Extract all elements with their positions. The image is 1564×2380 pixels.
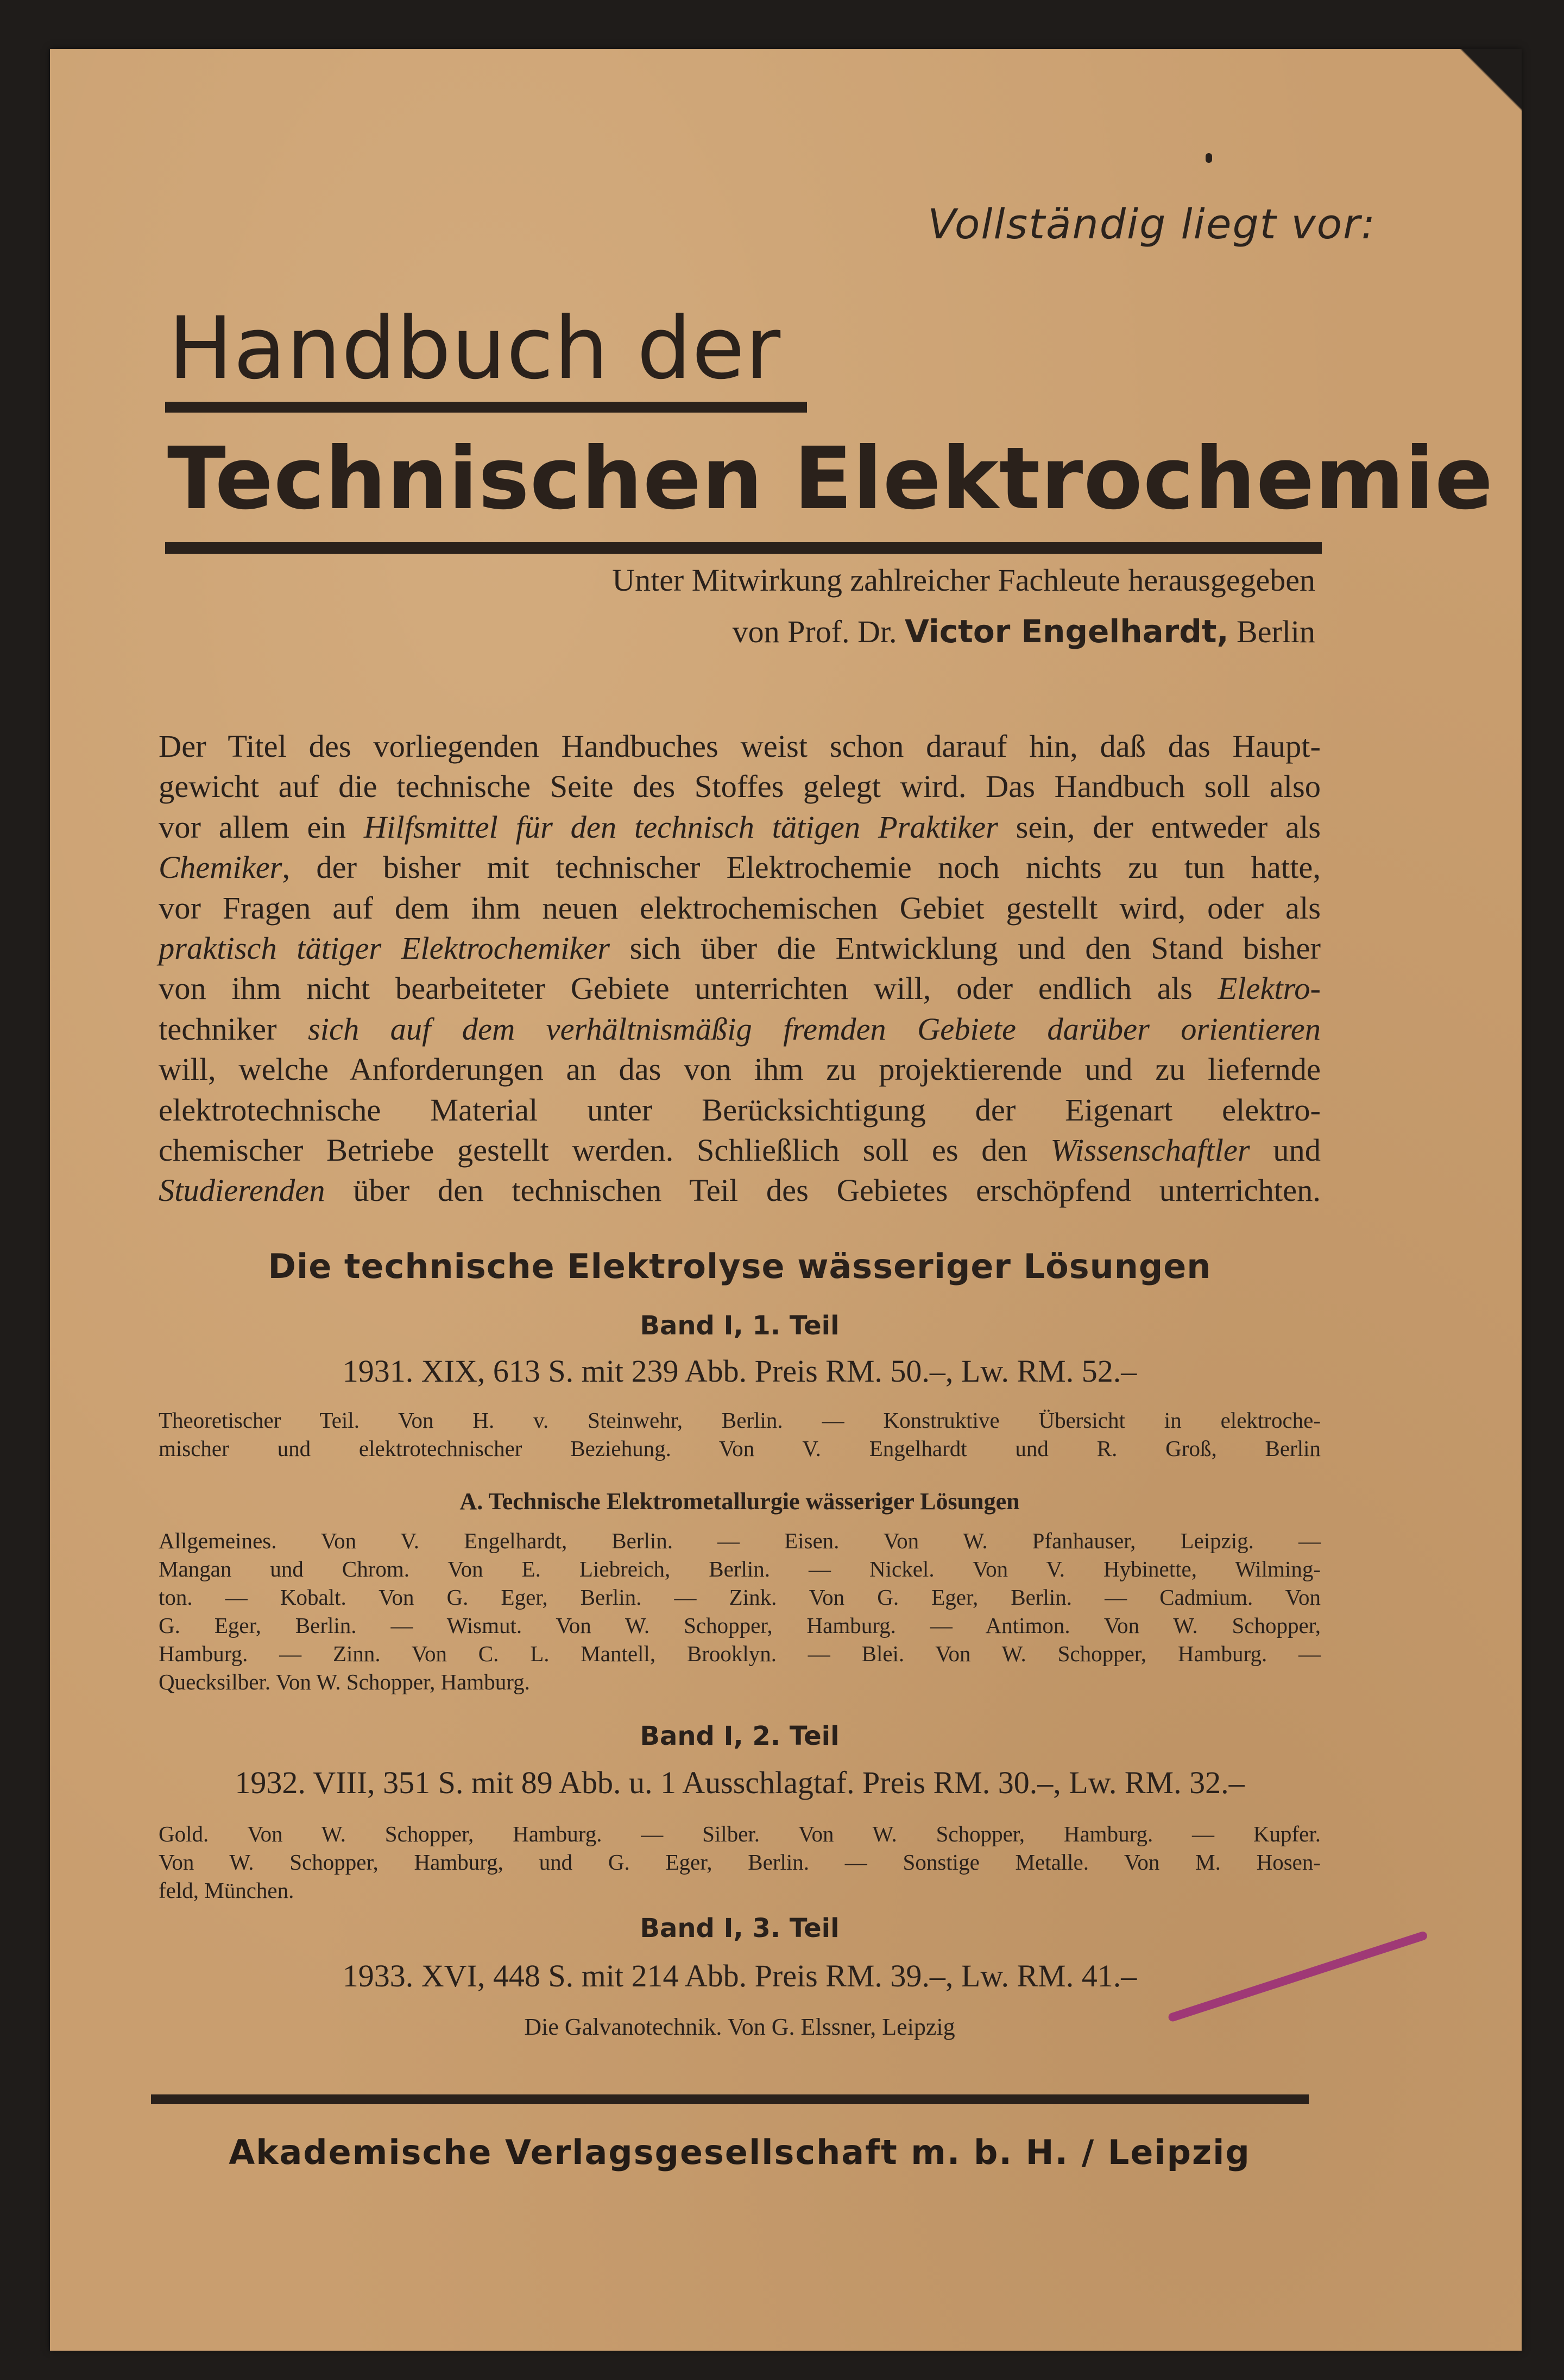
intro-line: elektrotechnische Material unter Berücksichtigung der Eigenart elektro- (159, 1092, 1321, 1128)
band2-meta: 1932. VIII, 351 S. mit 89 Abb. u. 1 Ausschlagtaf. Preis RM. 30.–, Lw. RM. 32.– (235, 1765, 1245, 1800)
editor-name: Victor Engelhardt, (905, 613, 1229, 650)
editor-line-1: Unter Mitwirkung zahlreicher Fachleute herausgegeben (612, 562, 1315, 598)
band1-contents (159, 1406, 1321, 1463)
title-line-1: Handbuch der (168, 299, 781, 398)
band1-contents2-line: Allgemeines. Von V. Engelhardt, Berlin. — Eisen. Von W. Pfanhauser, Leipzig. — (159, 1528, 1321, 1553)
editor-line-2 (484, 606, 1315, 657)
band2-contents-line: feld, München. (159, 1878, 294, 1903)
band1-meta: 1931. XIX, 613 S. mit 239 Abb. Preis RM. 50.–, Lw. RM. 52.– (342, 1353, 1137, 1389)
band1-contents2-line: Mangan und Chrom. Von E. Liebreich, Berlin. — Nickel. Von V. Hybinette, Wilming- (159, 1556, 1321, 1581)
band1-contents-line: Theoretischer Teil. Von H. v. Steinwehr, Berlin. — Konstruktive Übersicht in elektroche- (159, 1408, 1321, 1433)
intro-line: chemischer Betriebe gestellt werden. Schließlich soll es den Wissenschaftler und (159, 1132, 1321, 1168)
title-line-2: Technischen Elektrochemie (167, 429, 1494, 529)
editor-prefix: von Prof. Dr. (732, 614, 897, 649)
publisher-line: Akademische Verlagsgesellschaft m. b. H. / Leipzig (229, 2132, 1251, 2172)
document-page (50, 49, 1522, 2351)
band1-contents2-line: G. Eger, Berlin. — Wismut. Von W. Schopper, Hamburg. — Antimon. Von W. Schopper, (159, 1613, 1321, 1638)
intro-line: vor allem ein Hilfsmittel für den technisch tätigen Praktiker sein, der entweder als (159, 809, 1321, 845)
band1-contents2-line: ton. — Kobalt. Von G. Eger, Berlin. — Zink. Von G. Eger, Berlin. — Cadmium. Von (159, 1585, 1321, 1610)
band3-meta: 1933. XVI, 448 S. mit 214 Abb. Preis RM. 39.–, Lw. RM. 41.– (342, 1958, 1137, 1993)
intro-line: Chemiker, der bisher mit technischer Elektrochemie noch nichts zu tun hatte, (159, 850, 1321, 885)
band3-contents: Die Galvanotechnik. Von G. Elssner, Leipzig (524, 2014, 955, 2040)
intro-line: will, welche Anforderungen an das von ihm zu projektierende und zu liefernde (159, 1052, 1321, 1087)
intro-line: Der Titel des vorliegenden Handbuches weist schon darauf hin, daß das Haupt- (159, 729, 1321, 764)
intro-line: vor Fragen auf dem ihm neuen elektrochemischen Gebiet gestellt wird, oder als (159, 890, 1321, 926)
band1-contents2 (159, 1527, 1321, 1696)
intro-line: von ihm nicht bearbeiteter Gebiete unterrichten will, oder endlich als Elektro- (159, 971, 1321, 1007)
intro-line: gewicht auf die technische Seite des Stoffes gelegt wird. Das Handbuch soll also (159, 769, 1321, 805)
band2-contents-line: Von W. Schopper, Hamburg, und G. Eger, Berlin. — Sonstige Metalle. Von M. Hosen- (159, 1850, 1321, 1875)
band1-label: Band I, 1. Teil (640, 1311, 840, 1341)
title-underline-2 (165, 542, 1322, 554)
intro-line: Studierenden über den technischen Teil des Gebietes erschöpfend unterrichten. (159, 1173, 1321, 1208)
title-underline-1 (165, 402, 807, 413)
editor-city: Berlin (1237, 614, 1315, 649)
section-title: Die technische Elektrolyse wässeriger Lösungen (268, 1246, 1212, 1286)
band2-label: Band I, 2. Teil (640, 1721, 840, 1751)
availability-note: Vollständig liegt vor: (928, 200, 1376, 248)
band1-contents-line: mischer und elektrotechnischer Beziehung. Von V. Engelhardt und R. Groß, Berlin (159, 1436, 1321, 1461)
publisher-rule (151, 2094, 1309, 2104)
intro-line: praktisch tätiger Elektrochemiker sich über die Entwicklung und den Stand bisher (159, 931, 1321, 966)
band2-contents-line: Gold. Von W. Schopper, Hamburg. — Silber. Von W. Schopper, Hamburg. — Kupfer. (159, 1821, 1321, 1846)
band1-contents2-line: Quecksilber. Von W. Schopper, Hamburg. (159, 1669, 530, 1694)
band2-contents (159, 1820, 1321, 1904)
torn-corner (1359, 49, 1522, 157)
band1-contents2-line: Hamburg. — Zinn. Von C. L. Mantell, Brooklyn. — Blei. Von W. Schopper, Hamburg. — (159, 1641, 1321, 1666)
ink-dot (1206, 153, 1212, 163)
band1-subhead: A. Technische Elektrometallurgie wässeriger Lösungen (459, 1488, 1020, 1515)
intro-line: techniker sich auf dem verhältnismäßig fremden Gebiete darüber orientieren (159, 1011, 1321, 1047)
intro-paragraph (159, 726, 1321, 1211)
band3-label: Band I, 3. Teil (640, 1913, 840, 1944)
